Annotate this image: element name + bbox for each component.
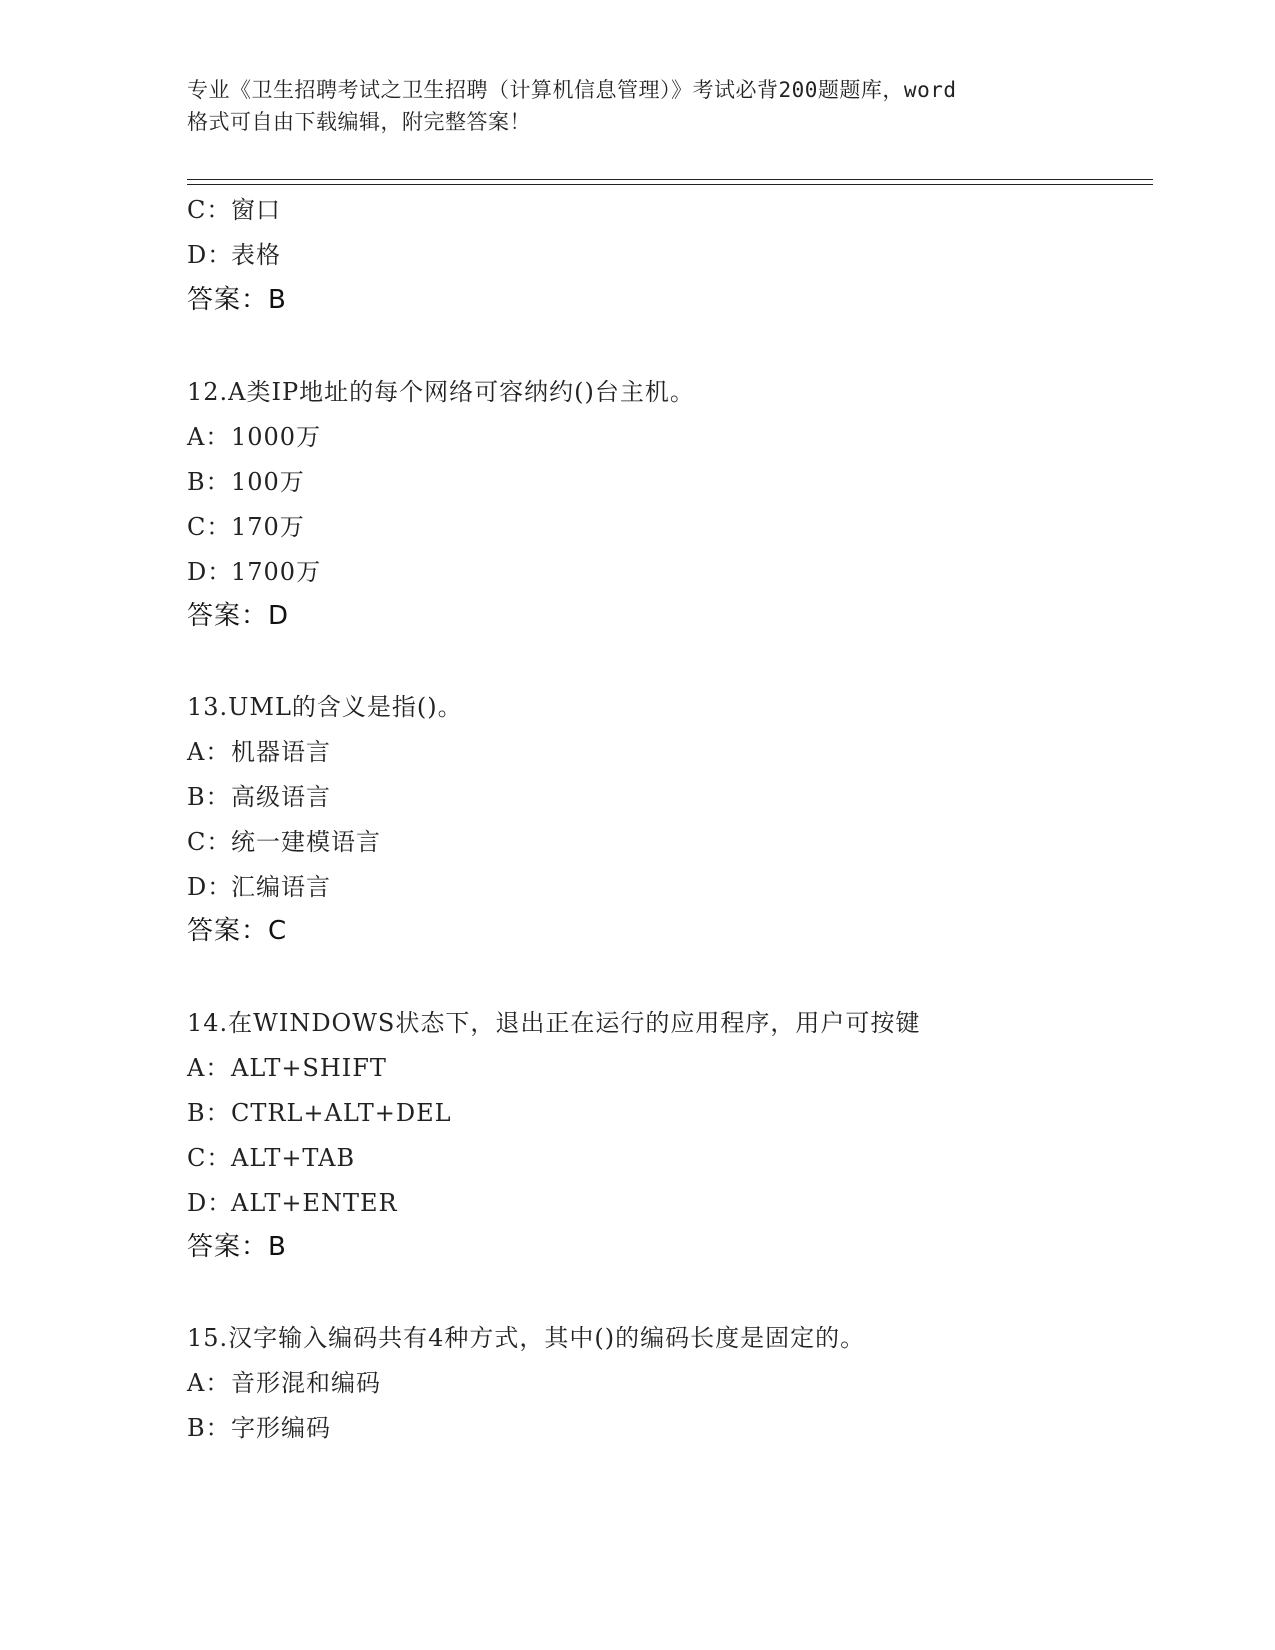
option-key: A：	[187, 423, 231, 451]
option-line	[187, 467, 305, 497]
option-text: 1700万	[231, 558, 322, 586]
question-stem: 12.A类IP地址的每个网络可容纳约()台主机。	[187, 378, 695, 406]
option-text: ALT+SHIFT	[231, 1054, 387, 1082]
option-text: 音形混和编码	[231, 1369, 381, 1397]
answer-line: 答案：D	[187, 601, 290, 631]
option-key: D：	[187, 873, 233, 901]
option-text: 机器语言	[231, 738, 331, 766]
option-line	[187, 1053, 387, 1083]
option-key: D：	[187, 558, 233, 586]
option-line	[187, 422, 321, 452]
option-text: CTRL+ALT+DEL	[231, 1099, 452, 1127]
option-line	[187, 737, 331, 767]
option-line	[187, 557, 321, 587]
header-line-2: 格式可自由下载编辑，附完整答案！	[187, 110, 531, 134]
option-line	[187, 240, 281, 270]
option-line	[187, 1188, 398, 1218]
option-line	[187, 512, 305, 542]
option-text: 汇编语言	[231, 873, 331, 901]
option-key: D：	[187, 241, 233, 269]
option-key: B：	[187, 468, 231, 496]
option-key: A：	[187, 738, 231, 766]
header-divider-top	[187, 179, 1153, 180]
option-line	[187, 195, 281, 225]
option-key: C：	[187, 828, 232, 856]
option-text: 表格	[231, 241, 281, 269]
document-header	[187, 74, 1087, 138]
option-line	[187, 827, 381, 857]
question-stem: 15.汉字输入编码共有4种方式，其中()的编码长度是固定的。	[187, 1324, 866, 1352]
option-key: B：	[187, 783, 231, 811]
option-key: D：	[187, 1189, 233, 1217]
option-key: B：	[187, 1099, 231, 1127]
option-line	[187, 1098, 452, 1128]
option-text: ALT+ENTER	[231, 1189, 398, 1217]
option-key: C：	[187, 1144, 232, 1172]
option-line	[187, 1368, 381, 1398]
answer-line: 答案：C	[187, 916, 288, 946]
option-line	[187, 1143, 355, 1173]
option-text: 字形编码	[231, 1414, 331, 1442]
question-stem: 14.在WINDOWS状态下，退出正在运行的应用程序，用户可按键	[187, 1009, 921, 1037]
header-divider-bottom	[187, 184, 1153, 185]
option-text: ALT+TAB	[231, 1144, 356, 1172]
option-line	[187, 872, 331, 902]
option-key: B：	[187, 1414, 231, 1442]
option-key: A：	[187, 1369, 231, 1397]
option-text: 1000万	[231, 423, 322, 451]
answer-line: 答案：B	[187, 285, 287, 315]
option-key: C：	[187, 513, 232, 541]
option-text: 窗口	[231, 196, 281, 224]
option-line	[187, 1413, 331, 1443]
option-key: C：	[187, 196, 232, 224]
option-text: 170万	[231, 513, 305, 541]
answer-line: 答案：B	[187, 1232, 287, 1262]
option-text: 统一建模语言	[231, 828, 381, 856]
option-key: A：	[187, 1054, 231, 1082]
option-text: 100万	[231, 468, 305, 496]
header-line-1: 专业《卫生招聘考试之卫生招聘（计算机信息管理）》考试必背200题题库，word	[187, 78, 957, 102]
option-line	[187, 782, 331, 812]
option-text: 高级语言	[231, 783, 331, 811]
question-stem: 13.UML的含义是指()。	[187, 693, 463, 721]
